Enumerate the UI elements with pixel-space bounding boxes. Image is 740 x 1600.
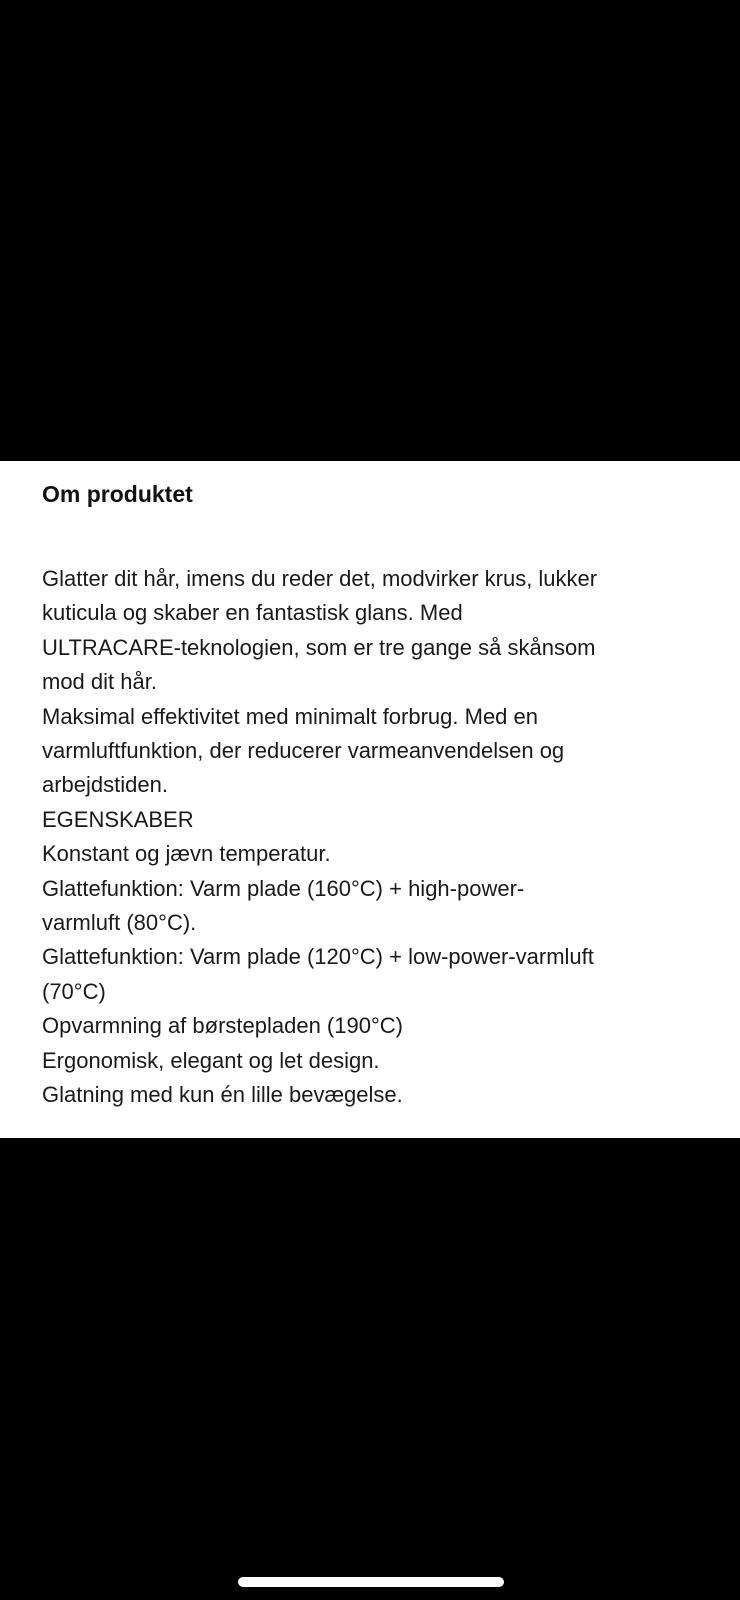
feature-line: Opvarmning af børstepladen (190°C) — [42, 1013, 403, 1039]
product-description — [42, 562, 710, 1113]
description-line: Glatter dit hår, imens du reder det, modvirker krus, lukker — [42, 566, 598, 591]
dimmed-backdrop-top[interactable] — [0, 0, 740, 461]
description-line: arbejdstiden. — [42, 772, 168, 798]
features-heading: EGENSKABER — [42, 806, 194, 832]
feature-line: varmluft (80°C). — [42, 910, 197, 936]
dimmed-backdrop-bottom[interactable] — [0, 1138, 740, 1600]
description-line: Maksimal effektivitet med minimalt forbrug. Med en — [42, 703, 538, 729]
feature-line: Glattefunktion: Varm plade (160°C) + high-power- — [42, 875, 525, 901]
feature-line: Ergonomisk, elegant og let design. — [42, 1047, 380, 1073]
feature-line: Glatning med kun én lille bevægelse. — [42, 1082, 403, 1108]
description-line: varmluftfunktion, der reducerer varmeanvendelsen og — [42, 738, 565, 764]
feature-line: (70°C) — [42, 978, 106, 1004]
sheet-title: Om produktet — [42, 481, 193, 507]
home-indicator[interactable] — [238, 1577, 504, 1587]
feature-line: Konstant og jævn temperatur. — [42, 841, 331, 867]
description-line: mod dit hår. — [42, 669, 157, 695]
feature-line: Glattefunktion: Varm plade (120°C) + low-power-varmluft — [42, 944, 594, 970]
description-line: ULTRACARE-teknologien, som er tre gange så skånsom — [42, 634, 596, 660]
description-line: kuticula og skaber en fantastisk glans. Med — [42, 600, 463, 626]
product-info-sheet — [0, 461, 740, 1138]
